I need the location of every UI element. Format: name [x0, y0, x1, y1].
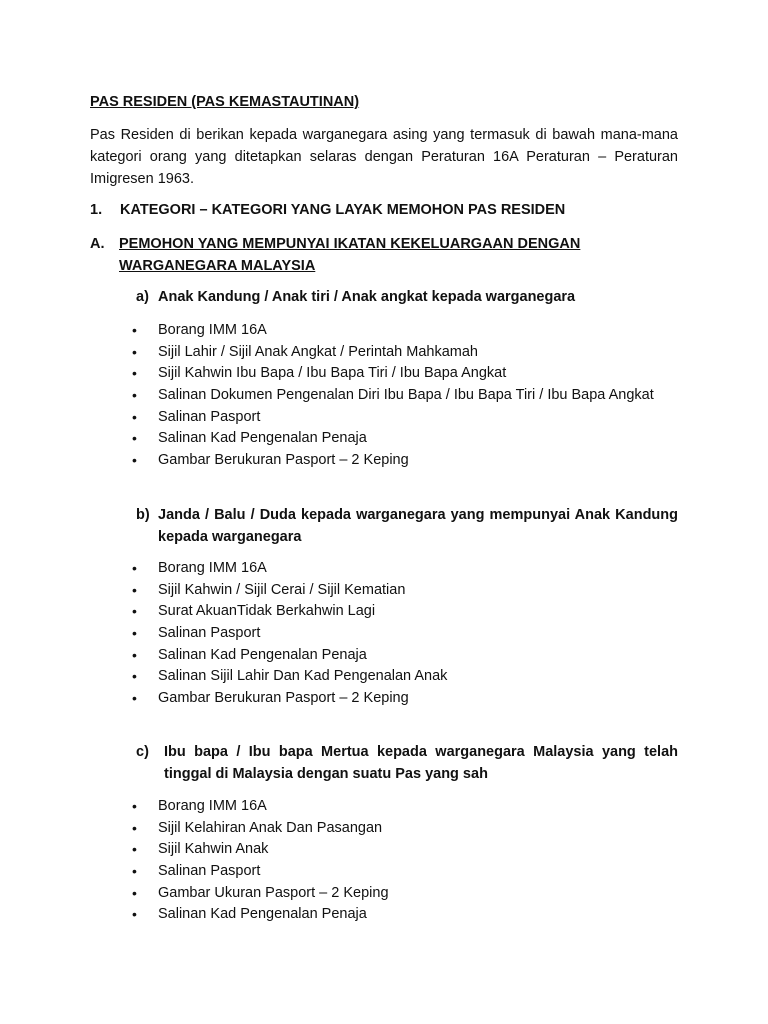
list-item: • Gambar Berukuran Pasport – 2 Keping [130, 450, 690, 472]
bullet-icon: • [132, 906, 137, 923]
list-item: • Sijil Kahwin / Sijil Cerai / Sijil Kematian [130, 580, 690, 602]
list-item: • Sijil Lahir / Sijil Anak Angkat / Perintah Mahkamah [130, 342, 690, 364]
bullet-icon: • [132, 452, 137, 469]
list-item: • Gambar Berukuran Pasport – 2 Keping [130, 688, 690, 710]
bullet-icon: • [132, 668, 137, 685]
bullet-icon: • [132, 841, 137, 858]
list-item: • Salinan Pasport [130, 861, 690, 883]
bullet-icon: • [132, 408, 137, 425]
section-heading [90, 199, 565, 221]
bullet-icon: • [132, 819, 137, 836]
list-item: • Borang IMM 16A [130, 558, 690, 580]
bullet-icon: • [132, 603, 137, 620]
bullet-icon: • [132, 581, 137, 598]
subsection-letter: A. [90, 236, 105, 252]
category-c-heading [136, 741, 678, 785]
category-label: b) [136, 507, 150, 523]
list-item: • Salinan Pasport [130, 407, 690, 429]
category-title: Anak Kandung / Anak tiri / Anak angkat kepada warganegara [158, 289, 576, 305]
category-b-document-list [130, 558, 690, 710]
section-title: KATEGORI – KATEGORI YANG LAYAK MEMOHON PAS RESIDEN [120, 202, 566, 218]
category-a-document-list [130, 320, 690, 472]
list-item: • Salinan Sijil Lahir Dan Kad Pengenalan Anak [130, 666, 690, 688]
bullet-icon: • [132, 430, 137, 447]
bullet-icon: • [132, 863, 137, 880]
list-item: • Salinan Pasport [130, 623, 690, 645]
subsection-heading [90, 233, 650, 277]
list-item: • Gambar Ukuran Pasport – 2 Keping [130, 883, 690, 905]
list-item: • Salinan Kad Pengenalan Penaja [130, 904, 690, 926]
bullet-icon: • [132, 646, 137, 663]
category-b-heading [136, 504, 678, 548]
list-item: • Sijil Kelahiran Anak Dan Pasangan [130, 818, 690, 840]
list-item: • Borang IMM 16A [130, 796, 690, 818]
list-item: • Sijil Kahwin Anak [130, 839, 690, 861]
bullet-icon: • [132, 798, 137, 814]
category-label: a) [136, 289, 149, 305]
document-title: PAS RESIDEN (PAS KEMASTAUTINAN) [90, 94, 360, 110]
bullet-icon: • [132, 343, 137, 360]
bullet-icon: • [132, 365, 137, 382]
list-item: • Salinan Kad Pengenalan Penaja [130, 645, 690, 667]
category-title: Ibu bapa / Ibu bapa Mertua kepada warganegara Malaysia yang telah tinggal di Malaysia dengan suatu Pas yang sah [164, 744, 678, 782]
bullet-icon: • [132, 884, 137, 901]
category-a-heading [136, 286, 678, 308]
subsection-title: PEMOHON YANG MEMPUNYAI IKATAN KEKELUARGAAN DENGAN WARGANEGARA MALAYSIA [119, 236, 581, 274]
section-number: 1. [90, 202, 103, 218]
bullet-icon: • [132, 322, 137, 338]
list-item: • Salinan Kad Pengenalan Penaja [130, 428, 690, 450]
category-title: Janda / Balu / Duda kepada warganegara yang mempunyai Anak Kandung kepada warganegara [158, 507, 678, 545]
category-c-document-list [130, 796, 690, 926]
list-item: • Surat AkuanTidak Berkahwin Lagi [130, 601, 690, 623]
intro-paragraph: Pas Residen di berikan kepada warganegara asing yang termasuk di bawah mana-mana kategori orang yang ditetapkan selaras dengan Peraturan 16A Peraturan – Peraturan Imigresen 1963. [90, 127, 678, 187]
bullet-icon: • [132, 690, 137, 707]
bullet-icon: • [132, 387, 137, 404]
list-item: • Borang IMM 16A [130, 320, 690, 342]
category-label: c) [136, 744, 149, 760]
bullet-icon: • [132, 560, 137, 576]
bullet-icon: • [132, 625, 137, 642]
list-item: • Sijil Kahwin Ibu Bapa / Ibu Bapa Tiri / Ibu Bapa Angkat [130, 363, 690, 385]
list-item: • Salinan Dokumen Pengenalan Diri Ibu Bapa / Ibu Bapa Tiri / Ibu Bapa Angkat [130, 385, 690, 407]
